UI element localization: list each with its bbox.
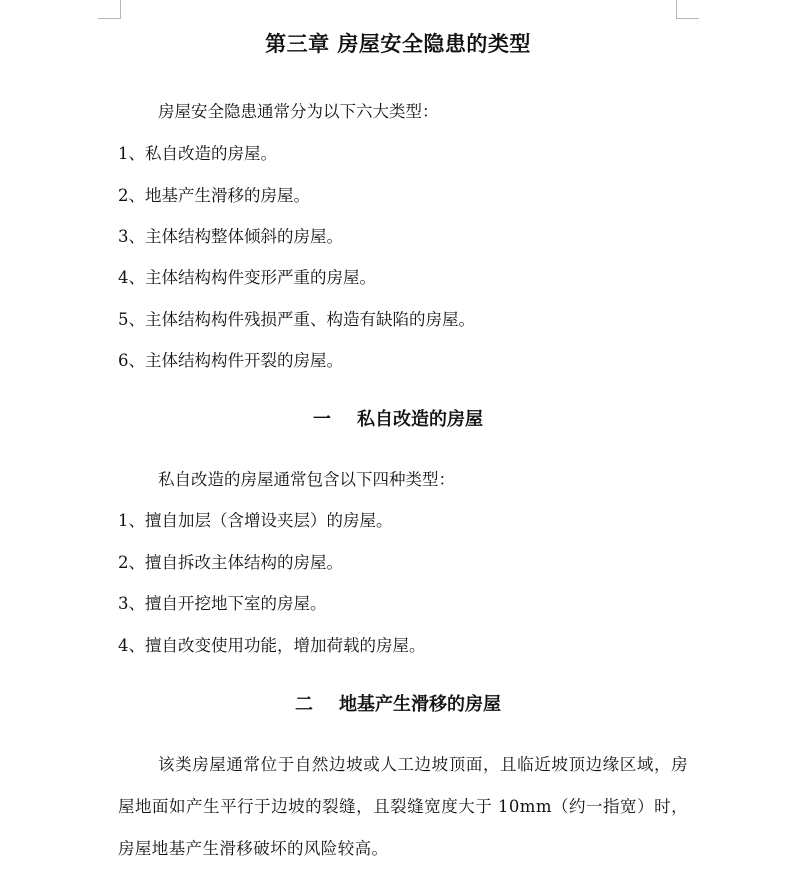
section-number: 一: [313, 409, 331, 430]
intro-paragraph: 房屋安全隐患通常分为以下六大类型：: [158, 102, 439, 121]
crop-mark-right: [676, 0, 699, 19]
section1-intro: 私自改造的房屋通常包含以下四种类型：: [158, 470, 455, 489]
crop-mark-left: [98, 0, 121, 19]
section-title: 地基产生滑移的房屋: [339, 694, 501, 715]
intro-list-item: 2、地基产生滑移的房屋。: [118, 186, 310, 205]
section-heading-1: [0, 400, 796, 440]
section1-list-item: 1、擅自加层（含增设夹层）的房屋。: [118, 511, 393, 530]
section1-list-item: 3、擅自开挖地下室的房屋。: [118, 594, 327, 613]
section1-list-item: 2、擅自拆改主体结构的房屋。: [118, 553, 343, 572]
intro-list-item: 6、主体结构构件开裂的房屋。: [118, 351, 343, 370]
section2-body: 该类房屋通常位于自然边坡或人工边坡顶面，且临近坡顶边缘区域，房屋地面如产生平行于边坡的裂缝，且裂缝宽度大于 10mm（约一指宽）时，房屋地基产生滑移破坏的风险较高。: [118, 755, 688, 858]
section-heading-2: [0, 685, 796, 725]
intro-list-item: 5、主体结构构件残损严重、构造有缺陷的房屋。: [118, 310, 475, 329]
intro-list-item: 4、主体结构构件变形严重的房屋。: [118, 268, 376, 287]
section1-list-item: 4、擅自改变使用功能，增加荷载的房屋。: [118, 636, 426, 655]
chapter-title: 第三章 房屋安全隐患的类型: [265, 31, 531, 56]
intro-list-item: 1、私自改造的房屋。: [118, 144, 277, 163]
section-title: 私自改造的房屋: [357, 409, 483, 430]
section-number: 二: [295, 694, 313, 715]
intro-list-item: 3、主体结构整体倾斜的房屋。: [118, 227, 343, 246]
